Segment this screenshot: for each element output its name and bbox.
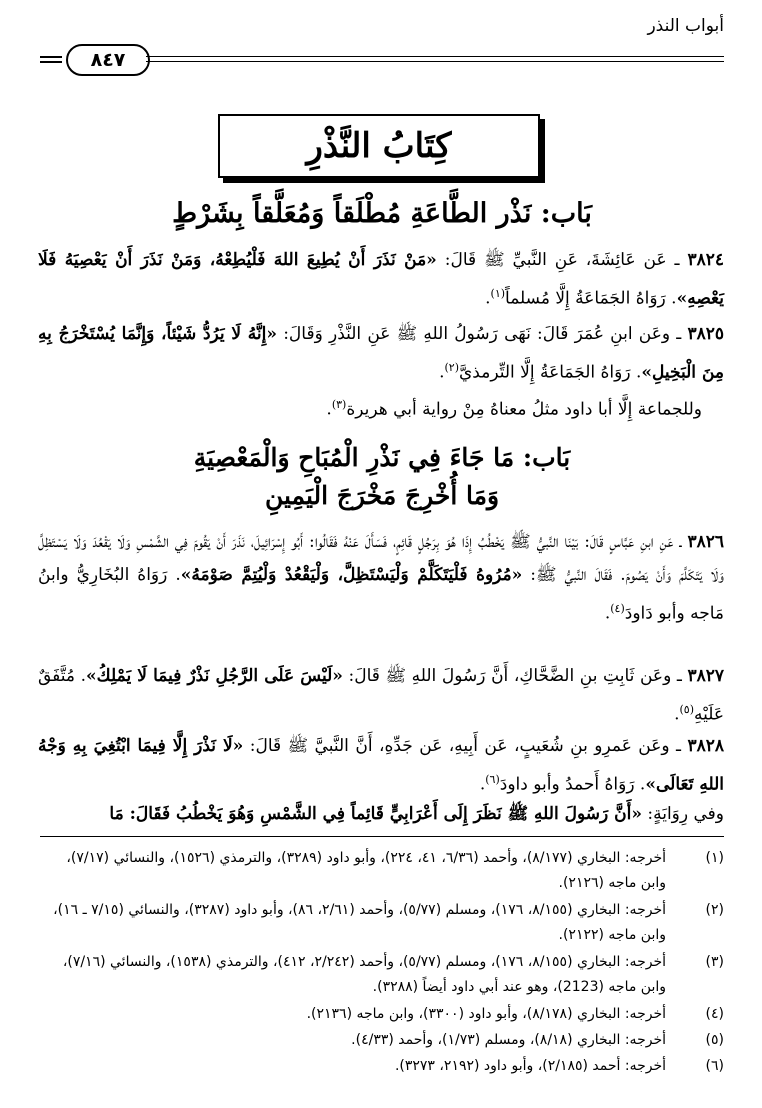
footnote-text: أخرجه: البخاري (٨/١٧٨)، وأبو داود (٣٣٠٠)، وابن ماجه (٢١٣٦). — [306, 1006, 666, 1022]
footnote-number: (٥) — [705, 1032, 724, 1048]
hadith-text: «مُرُوهُ فَلْيَتَكَلَّمْ وَلْيَسْتَظِلَّ، وَلْيَقْعُدْ وَلْيُتِمَّ صَوْمَهُ» — [180, 565, 523, 585]
running-title: أبواب النذر — [647, 16, 724, 36]
note-text: وللجماعة إِلَّا أبا داود مثلُ معناهُ مِنْ رواية أبي هريرة — [346, 399, 702, 420]
footnote-6 — [38, 1054, 724, 1079]
footnote-ref: (٥) — [679, 703, 694, 716]
footnote-text: أخرجه: البخاري (٨/١٥٥، ١٧٦)، ومسلم (٥/٧٧)، وأحمد (٢/٦١، ٨٦)، وأبو داود (٣٢٨٧)، والنسائي (٧/١٥ ـ ١٦)، وابن ماجه (٢١٢٢). — [53, 902, 666, 943]
header-rule-double — [146, 61, 724, 62]
footnote-ref: (٣) — [331, 398, 347, 411]
chapter-heading-2-line2: وَمَا أُخْرِجَ مَخْرَجَ الْيَمِينِ — [264, 481, 500, 510]
footnote-ref: (١) — [490, 287, 506, 300]
hadith-source: . رَوَاهُ الجَمَاعَةُ إِلَّا التِّرمذيَّ — [459, 362, 642, 383]
hadith-number: ٣٨٢٧ — [687, 666, 725, 686]
book-title: كِتَابُ النَّذْرِ — [218, 114, 540, 178]
page-number-badge — [40, 44, 148, 76]
footnote-ref: (٤) — [610, 602, 625, 615]
footnote-4 — [38, 1002, 724, 1027]
hadith-3827: ٣٨٢٧ ـ وعَن ثَابِتِ بنِ الضَّحَّاكِ، أَنَّ رَسُولَ اللهِ ﷺ قَالَ: «لَيْسَ عَلَى الرَّجُلِ نَذْرٌ فِيمَا لَا يَمْلِكُ». مُتَّفَقٌ عَلَيْهِ$^{(٥)}$. — [38, 666, 725, 725]
footnote-ref: (٢) — [444, 361, 459, 374]
note-paragraph: وللجماعة إِلَّا أبا داود مثلُ معناهُ مِنْ رواية أبي هريرة$^{(٣)}$. — [326, 398, 702, 420]
hadith-text: «لَا نَذْرَ إِلَّا فِيمَا ابْتُغِيَ بِهِ وَجْهُ اللهِ تَعَالَى» — [38, 736, 724, 795]
hadith-isnad: ـ عَن عَائِشَةَ، عَنِ النَّبيِّ ﷺ قَالَ: — [444, 250, 680, 270]
hadith-source: . مُتَّفَقٌ عَلَيْهِ — [38, 666, 724, 725]
hadith-number: ٣٨٢٨ — [687, 736, 725, 756]
hadith-number: ٣٨٢٤ — [687, 250, 725, 270]
hadith-text: «لَيْسَ عَلَى الرَّجُلِ نَذْرٌ فِيمَا لَا يَمْلِكُ» — [86, 666, 343, 686]
hadith-3826: ٣٨٢٦ ـ عَنِ ابنِ عَبَّاسٍ قَالَ: بَيْنَا النَّبيُّ ﷺ يَخْطُبُ إِذَا هُوَ بِرَجُلٍ قَائِمٍ، فَسَأَلَ عَنْهُ فَقَالُوا: أَبُو إِسْرَائِيلَ، نَذَرَ أَنْ يَقُومَ فِي الشَّمْسِ وَلَا يَقْعُدَ وَلَا يَسْتَظِلَّ وَلَا يَتَكَلَّمَ وَأَنْ يَصُومَ. فَقَالَ النَّبيُّ ﷺ: «مُرُوهُ فَلْيَتَكَلَّمْ وَلْيَسْتَظِلَّ، وَلْيَقْعُدْ وَلْيُتِمَّ صَوْمَهُ». رَوَاهُ البُخَارِيُّ وابنُ مَاجه وأبو دَاودَ$^{(٤)}$. — [38, 532, 724, 624]
footnote-number: (٦) — [705, 1058, 724, 1074]
hadith-text: «مَنْ نَذَرَ أَنْ يُطِيعَ اللهَ فَلْيُطِعْهُ، وَمَنْ نَذَرَ أَنْ يَعْصِيَهُ فَلَا يَعْصِهِ» — [38, 250, 724, 309]
footnote-number: (١) — [705, 850, 724, 866]
footnote-text: أخرجه: البخاري (٨/١٥٥، ١٧٦)، ومسلم (٥/٧٧)، وأحمد (٢/٢٤٢، ٤١٢)، والترمذي (١٥٣٨)، والنسائي (٧/١٦)، وابن ماجه (2123)، وهو عند أبي داود أيضاً (٣٢٨٨). — [62, 954, 666, 995]
footnote-text: أخرجه: أحمد (٢/١٨٥)، وأبو داود (٢١٩٢، ٣٢٧٣). — [394, 1058, 666, 1074]
hadith-number: ٣٨٢٦ — [687, 532, 724, 552]
chapter-heading-1: بَاب: نَذْر الطَّاعَةِ مُطْلَقاً وَمُعَلَّقاً بِشَرْطٍ — [172, 198, 592, 229]
footnote-5 — [38, 1028, 724, 1053]
hadith-isnad: ـ وعَن ثَابِتِ بنِ الضَّحَّاكِ، أَنَّ رَسُولَ اللهِ ﷺ قَالَ: — [348, 666, 682, 686]
footnote-divider — [40, 836, 724, 837]
footnote-number: (٤) — [705, 1006, 724, 1022]
chapter-heading-2: بَاب: مَا جَاءَ فِي نَذْرِ الْمُبَاحِ وَالْمَعْصِيَةِ — [193, 443, 571, 472]
hadith-source: . رَوَاهُ البُخَارِيُّ وابنُ مَاجه وأبو دَاودَ — [38, 565, 724, 624]
header-rule — [146, 56, 724, 57]
footnote-number: (٣) — [705, 954, 724, 970]
page-number-bar — [40, 56, 62, 58]
riwaya-intro: وفي رِوَايَةٍ: — [647, 804, 724, 824]
footnote-number: (٢) — [705, 902, 724, 918]
riwaya-text: «أَنَّ رَسُولَ اللهِ ﷺ نَظَرَ إِلَى أَعْرَابِيٍّ قَائِماً فِي الشَّمْسِ وَهُوَ يَخْطُبُ فَقَالَ: مَا — [109, 804, 642, 824]
page-number: ٨٤٧ — [66, 44, 150, 76]
hadith-source: . رَوَاهُ الجَمَاعَةُ إِلَّا مُسلماً — [505, 288, 677, 309]
page-number-bar — [40, 61, 62, 63]
hadith-source: . رَوَاهُ أَحمدُ وأبو داودَ — [499, 774, 646, 795]
footnote-3 — [38, 950, 724, 1000]
hadith-3824: ٣٨٢٤ ـ عَن عَائِشَةَ، عَنِ النَّبيِّ ﷺ قَالَ: «مَنْ نَذَرَ أَنْ يُطِيعَ اللهَ فَلْيُطِعْهُ، وَمَنْ نَذَرَ أَنْ يَعْصِيَهُ فَلَا يَعْصِهِ». رَوَاهُ الجَمَاعَةُ إِلَّا مُسلماً$^{(١)}$. — [38, 250, 725, 309]
hadith-text: «إِنَّهُ لَا يَرُدُّ شَيْئاً، وَإِنَّمَا يُسْتَخْرَجُ بِهِ مِنَ الْبَخِيلِ» — [38, 324, 724, 383]
hadith-3828: ٣٨٢٨ ـ وعَن عَمرِو بنِ شُعَيبٍ، عَن أَبِيهِ، عَن جَدِّهِ، أَنَّ النَّبيَّ ﷺ قَالَ: «لَا نَذْرَ إِلَّا فِيمَا ابْتُغِيَ بِهِ وَجْهُ اللهِ تَعَالَى». رَوَاهُ أَحمدُ وأبو داودَ$^{(٦)}$. — [38, 736, 725, 795]
page-header — [40, 14, 724, 71]
riwaya-paragraph — [38, 798, 724, 831]
hadith-isnad: ـ عَنِ ابنِ عَبَّاسٍ قَالَ: بَيْنَا النَّبيُّ ﷺ يَخْطُبُ إِذَا هُوَ بِرَجُلٍ قَائِمٍ، فَسَأَلَ عَنْهُ فَقَالُوا: أَبُو إِسْرَائِيلَ، نَذَرَ أَنْ يَقُومَ فِي الشَّمْسِ وَلَا يَقْعُدَ وَلَا يَسْتَظِلَّ وَلَا يَتَكَلَّمَ وَأَنْ يَصُومَ. فَقَالَ النَّبيُّ ﷺ: — [38, 532, 724, 585]
hadith-isnad: ـ وعَن ابنِ عُمَرَ قَالَ: نَهَى رَسُولُ اللهِ ﷺ عَنِ النَّذْرِ وَقَالَ: — [283, 324, 682, 344]
footnote-2 — [38, 898, 724, 948]
footnote-1 — [38, 846, 724, 896]
hadith-3825: ٣٨٢٥ ـ وعَن ابنِ عُمَرَ قَالَ: نَهَى رَسُولُ اللهِ ﷺ عَنِ النَّذْرِ وَقَالَ: «إِنَّهُ لَا يَرُدُّ شَيْئاً، وَإِنَّمَا يُسْتَخْرَجُ بِهِ مِنَ الْبَخِيلِ». رَوَاهُ الجَمَاعَةُ إِلَّا التِّرمذيَّ$^{(٢)}$. — [38, 324, 725, 383]
footnote-text: أخرجه: البخاري (٨/١٨)، ومسلم (١/٧٣)، وأحمد (٤/٣٣). — [351, 1032, 666, 1048]
footnote-text: أخرجه: البخاري (٨/١٧٧)، وأحمد (٦/٣٦، ٤١، ٢٢٤)، وأبو داود (٣٢٨٩)، والترمذي (١٥٢٦)، والنسائي (٧/١٧)، وابن ماجه (٢١٢٦). — [66, 850, 666, 891]
footnote-ref: (٦) — [485, 773, 500, 786]
hadith-isnad: ـ وعَن عَمرِو بنِ شُعَيبٍ، عَن أَبِيهِ، عَن جَدِّهِ، أَنَّ النَّبيَّ ﷺ قَالَ: — [249, 736, 682, 756]
hadith-number: ٣٨٢٥ — [687, 324, 725, 344]
